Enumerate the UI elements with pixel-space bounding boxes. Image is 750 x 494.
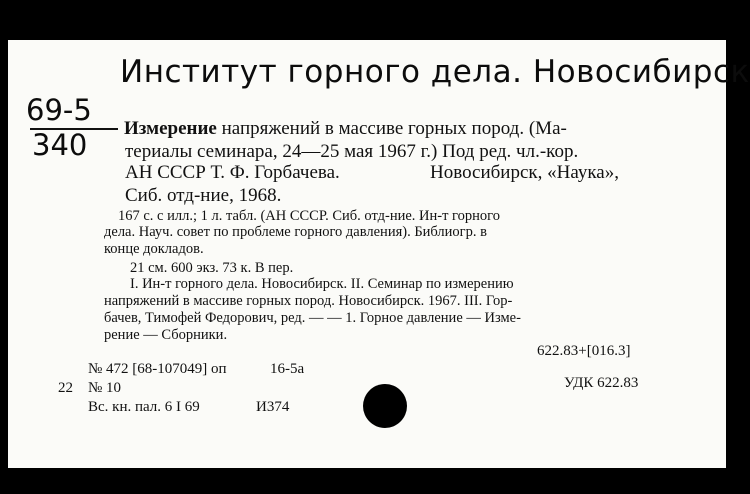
desc-line-3: конце докладов. <box>104 241 204 257</box>
entry-line-1 <box>124 118 567 140</box>
entry-line-2: териалы семинара, 24—25 мая 1967 г.) Под ред. чл.-кор. <box>125 141 579 162</box>
call-number-top: 69-5 <box>26 93 92 127</box>
desc-line-2: дела. Науч. совет по проблеме горного давления). Библиогр. в <box>104 224 487 240</box>
desc-line-7: бачев, Тимофей Федорович, ред. — — 1. Горное давление — Изме- <box>104 310 521 326</box>
entry-line-3-left: АН СССР Т. Ф. Горбачева. <box>125 162 340 183</box>
punch-hole <box>363 384 407 428</box>
price-line: Вс. кн. пал. 6 I 69 <box>88 399 200 415</box>
desc-line-4: 21 см. 600 экз. 73 к. В пер. <box>130 260 294 276</box>
price-code: И374 <box>256 399 290 415</box>
call-number-bottom: 340 <box>32 128 88 162</box>
entry-line-3-right: Новосибирск, «Наука», <box>430 162 619 183</box>
desc-line-6: напряжений в массиве горных пород. Новосибирск. 1967. III. Гор- <box>104 293 513 309</box>
bbk-index: 622.83+[016.3] <box>537 343 631 359</box>
catalog-card <box>8 40 750 468</box>
handwritten-title: Институт горного дела. Новосибирск <box>120 54 750 90</box>
entry-line-4: Сиб. отд-ние, 1968. <box>125 185 282 206</box>
issue-prefix: 22 <box>58 380 73 396</box>
issue-number: № 10 <box>88 380 122 396</box>
order-line: № 472 [68-107049] оп <box>88 361 227 377</box>
desc-line-1: 167 с. с илл.; 1 л. табл. (АН СССР. Сиб. отд-ние. Ин-т горного <box>118 208 500 224</box>
udk-index: УДК 622.83 <box>564 375 639 391</box>
desc-line-8: рение — Сборники. <box>104 327 228 343</box>
desc-line-5: I. Ин-т горного дела. Новосибирск. II. Семинар по измерению <box>130 276 514 292</box>
order-code: 16-5а <box>270 361 305 377</box>
entry-title-bold: Измерение <box>124 118 217 139</box>
entry-line-1-rest: напряжений в массиве горных пород. (Ма- <box>221 118 567 139</box>
